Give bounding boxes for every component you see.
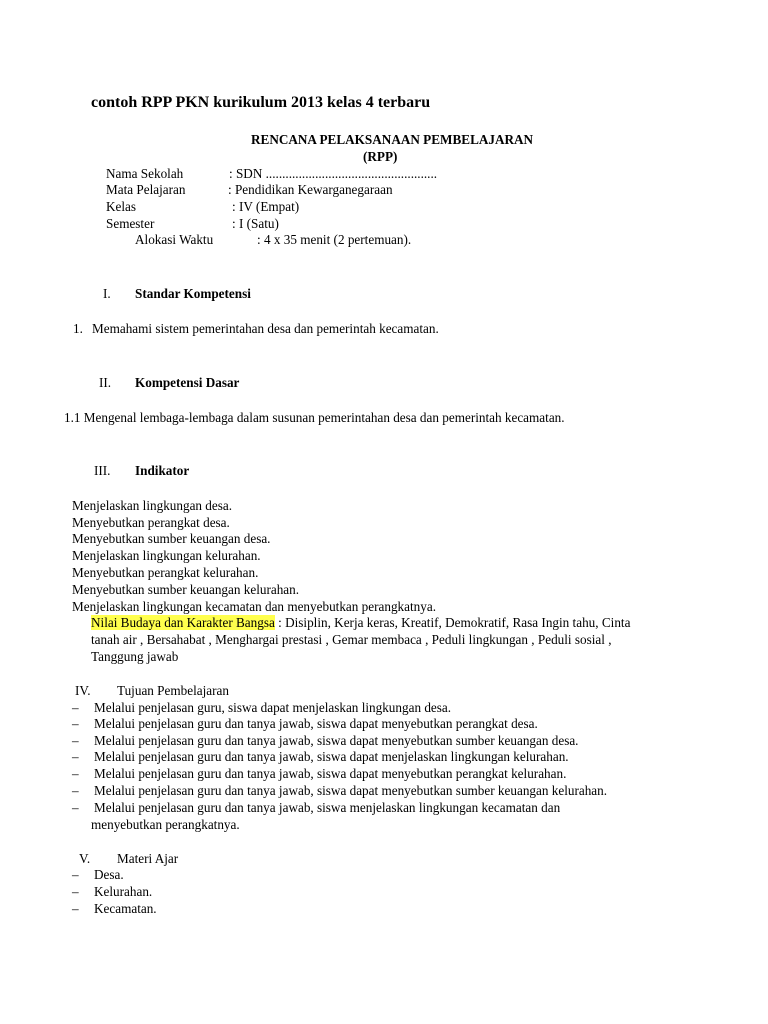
objective-item: Melalui penjelasan guru dan tanya jawab, siswa dapat menyebutkan sumber keuangan kelurahan. [94, 783, 608, 798]
document-title: contoh RPP PKN kurikulum 2013 kelas 4 terbaru [91, 94, 431, 111]
indicator-item: Menjelaskan lingkungan desa. [72, 498, 233, 513]
section1-item-number: 1. [73, 321, 83, 336]
time-value: : 4 x 35 menit (2 pertemuan). [257, 232, 412, 247]
indicator-item: Menyebutkan sumber keuangan kelurahan. [72, 582, 300, 597]
objective-item-continuation: menyebutkan perangkatnya. [91, 817, 240, 832]
indicator-item: Menjelaskan lingkungan kelurahan. [72, 548, 261, 563]
section4-title: Tujuan Pembelajaran [117, 683, 229, 698]
indicator-item: Menyebutkan sumber keuangan desa. [72, 531, 271, 546]
rpp-header-line2: (RPP) [363, 149, 398, 164]
objective-item: Melalui penjelasan guru dan tanya jawab, siswa dapat menyebutkan perangkat kelurahan. [94, 766, 567, 781]
objective-bullet: – [72, 733, 79, 748]
material-bullet: – [72, 867, 79, 882]
time-label: Alokasi Waktu [135, 232, 214, 247]
subject-value: : Pendidikan Kewarganegaraan [228, 182, 393, 197]
character-values-line3: Tanggung jawab [91, 649, 179, 664]
indicator-item: Menyebutkan perangkat kelurahan. [72, 565, 259, 580]
section4-number: IV. [75, 683, 91, 698]
character-values-text: : Disiplin, Kerja keras, Kreatif, Demokratif, Rasa Ingin tahu, Cinta [274, 615, 631, 630]
objective-bullet: – [72, 783, 79, 798]
objective-bullet: – [72, 766, 79, 781]
section1-title: Standar Kompetensi [135, 286, 251, 301]
character-values-label: Nilai Budaya dan Karakter Bangsa [91, 615, 275, 630]
class-label: Kelas [106, 199, 137, 214]
material-item: Kecamatan. [94, 901, 157, 916]
section2-number: II. [99, 375, 112, 390]
objective-bullet: – [72, 716, 79, 731]
section2-item-text: 1.1 Mengenal lembaga-lembaga dalam susunan pemerintahan desa dan pemerintah kecamatan. [64, 410, 565, 425]
section5-title: Materi Ajar [117, 851, 179, 866]
school-label: Nama Sekolah [106, 166, 184, 181]
subject-label: Mata Pelajaran [106, 182, 186, 197]
semester-value: : I (Satu) [232, 216, 279, 231]
objective-item: Melalui penjelasan guru dan tanya jawab, siswa dapat menyebutkan sumber keuangan desa. [94, 733, 579, 748]
material-item: Kelurahan. [94, 884, 153, 899]
class-value: : IV (Empat) [232, 199, 300, 214]
indicator-item: Menjelaskan lingkungan kecamatan dan menyebutkan perangkatnya. [72, 599, 436, 614]
section2-title: Kompetensi Dasar [135, 375, 240, 390]
objective-item: Melalui penjelasan guru dan tanya jawab, siswa menjelaskan lingkungan kecamatan dan [94, 800, 561, 815]
objective-item: Melalui penjelasan guru dan tanya jawab, siswa dapat menjelaskan lingkungan kelurahan. [94, 749, 569, 764]
objective-bullet: – [72, 749, 79, 764]
objective-item: Melalui penjelasan guru, siswa dapat menjelaskan lingkungan desa. [94, 700, 452, 715]
material-bullet: – [72, 884, 79, 899]
section1-number: I. [103, 286, 111, 301]
objective-bullet: – [72, 700, 79, 715]
rpp-header-line1: RENCANA PELAKSANAAN PEMBELAJARAN [251, 132, 534, 147]
indicator-item: Menyebutkan perangkat desa. [72, 515, 230, 530]
character-values-line2: tanah air , Bersahabat , Menghargai prestasi , Gemar membaca , Peduli lingkungan , Peduli sosial , [91, 632, 612, 647]
objective-bullet: – [72, 800, 79, 815]
section1-item-text: Memahami sistem pemerintahan desa dan pemerintah kecamatan. [92, 321, 439, 336]
character-values-line1 [91, 615, 630, 631]
section3-number: III. [94, 463, 111, 478]
objective-item: Melalui penjelasan guru dan tanya jawab, siswa dapat menyebutkan perangkat desa. [94, 716, 538, 731]
section5-number: V. [79, 851, 91, 866]
material-bullet: – [72, 901, 79, 916]
material-item: Desa. [94, 867, 124, 882]
semester-label: Semester [106, 216, 155, 231]
school-value: : SDN .................................................... [229, 166, 438, 181]
section3-title: Indikator [135, 463, 190, 478]
